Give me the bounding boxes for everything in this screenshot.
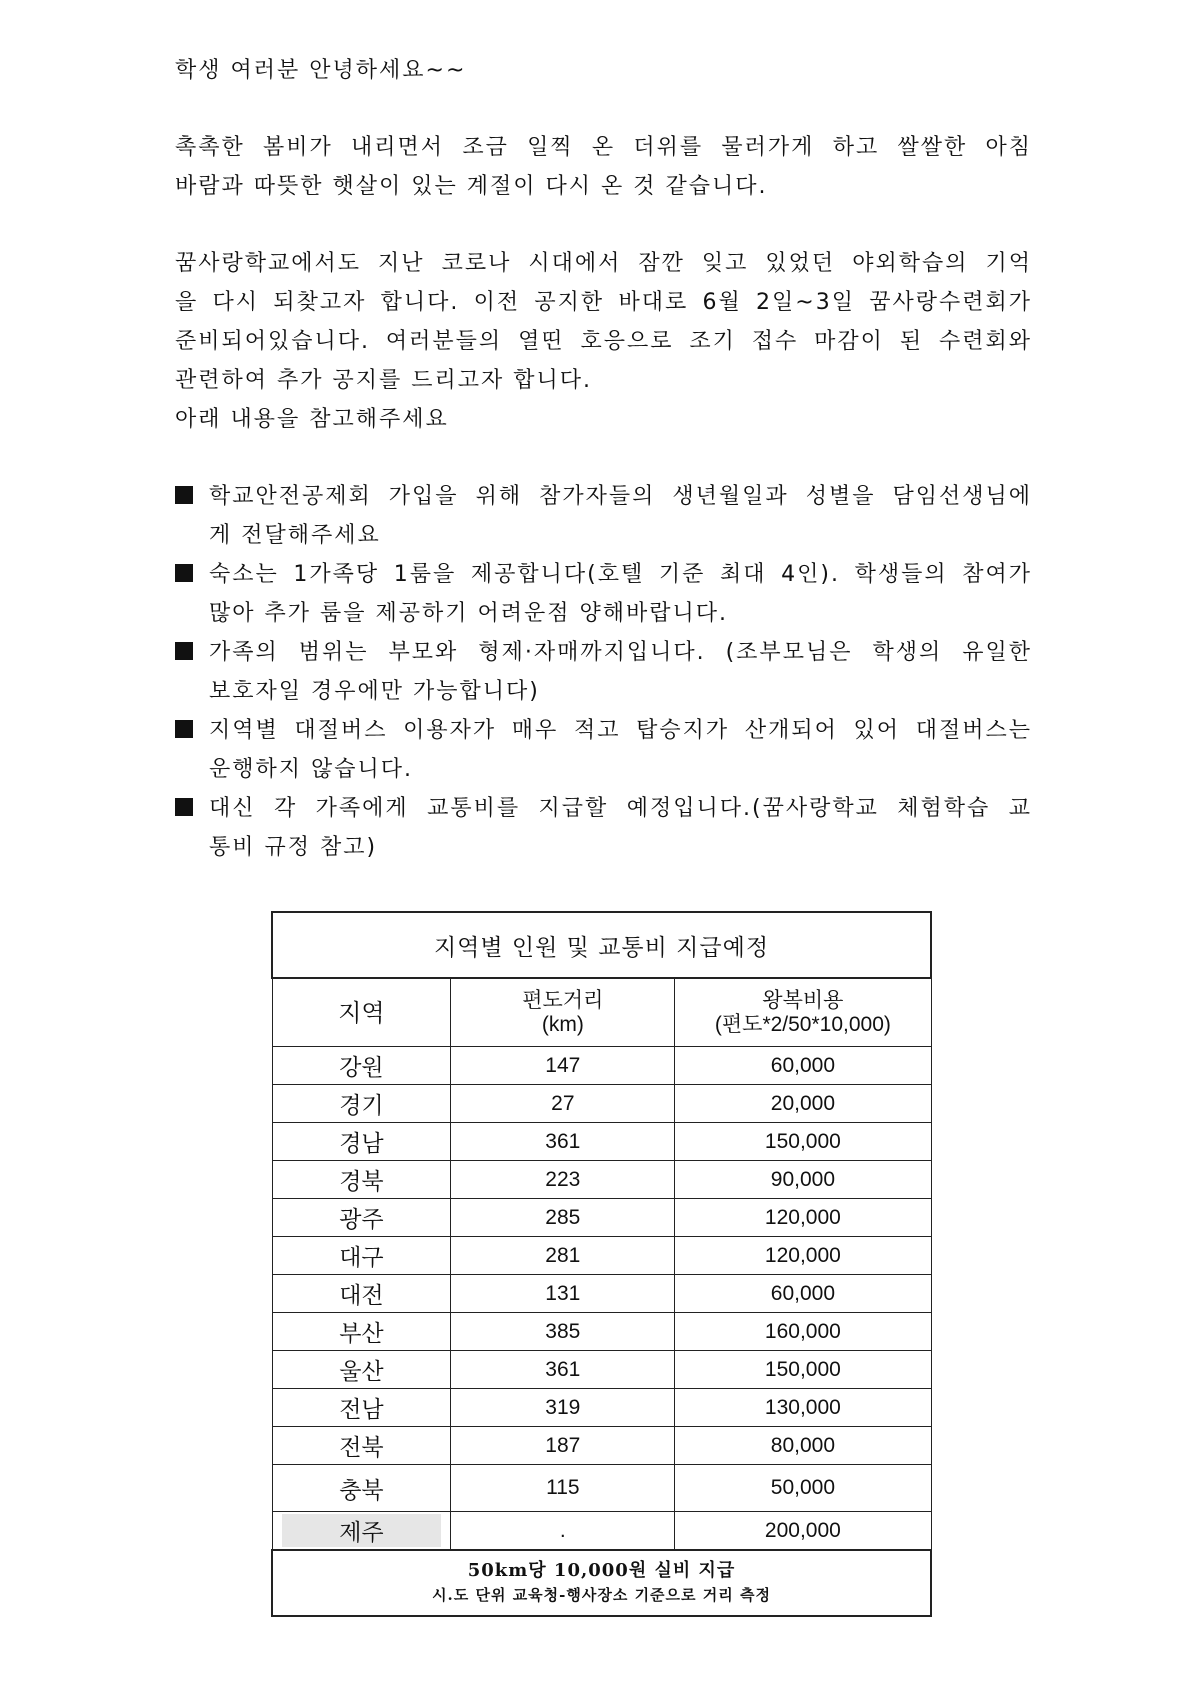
region-cell-jeju bbox=[272, 1512, 451, 1551]
distance-cell: 131 bbox=[451, 1275, 675, 1313]
footer-rate-note: 50km당 10,000원 실비 지급 bbox=[467, 1560, 736, 1581]
table-row bbox=[272, 1313, 931, 1351]
table-row bbox=[272, 1047, 931, 1085]
table-row bbox=[272, 1199, 931, 1237]
table-row bbox=[272, 1237, 931, 1275]
notice-line: 통비 규정 참고) bbox=[209, 835, 378, 860]
table-row bbox=[272, 1351, 931, 1389]
fare-table bbox=[271, 911, 932, 1617]
region-cell: 전남 bbox=[272, 1389, 451, 1427]
greeting-line: 학생 여러분 안녕하세요~~ bbox=[175, 58, 467, 83]
table-row bbox=[272, 1389, 931, 1427]
region-cell: 경남 bbox=[272, 1123, 451, 1161]
table-row bbox=[272, 1123, 931, 1161]
notice-line: 학교안전공제회 가입을 위해 참가자들의 생년월일과 성별을 담임선생님에 bbox=[209, 484, 1032, 509]
notice-line: 가족의 범위는 부모와 형제·자매까지입니다. (조부모님은 학생의 유일한 bbox=[209, 640, 1032, 665]
notice-line: 숙소는 1가족당 1룸을 제공합니다(호텔 기준 최대 4인). 학생들의 참여가 bbox=[209, 562, 1032, 587]
notice-line: 많아 추가 룸을 제공하기 어려운점 양해바랍니다. bbox=[209, 601, 729, 626]
notice-line: 게 전달해주세요 bbox=[209, 523, 381, 548]
notice-line: 운행하지 않습니다. bbox=[209, 757, 414, 782]
notice-item bbox=[175, 555, 1032, 633]
distance-cell: 27 bbox=[451, 1085, 675, 1123]
region-cell: 광주 bbox=[272, 1199, 451, 1237]
header-distance bbox=[451, 978, 675, 1047]
distance-cell: 361 bbox=[451, 1351, 675, 1389]
cost-cell: 80,000 bbox=[675, 1427, 931, 1465]
region-cell: 부산 bbox=[272, 1313, 451, 1351]
square-bullet-icon bbox=[175, 486, 193, 504]
region-cell: 경북 bbox=[272, 1161, 451, 1199]
closing-line: 아래 내용을 참고해주세요 bbox=[175, 407, 449, 432]
notice-item bbox=[175, 633, 1032, 711]
cost-cell: 120,000 bbox=[675, 1237, 931, 1275]
header-cost bbox=[675, 978, 931, 1047]
header-cost-label: 왕복비용 bbox=[762, 988, 844, 1012]
distance-cell: 361 bbox=[451, 1123, 675, 1161]
cost-cell: 150,000 bbox=[675, 1351, 931, 1389]
table-row bbox=[272, 1161, 931, 1199]
paragraph-line: 관련하여 추가 공지를 드리고자 합니다. bbox=[175, 368, 592, 393]
region-cell: 울산 bbox=[272, 1351, 451, 1389]
cost-cell: 200,000 bbox=[675, 1512, 931, 1551]
region-cell: 경기 bbox=[272, 1085, 451, 1123]
notice-item bbox=[175, 477, 1032, 555]
paragraph-line: 준비되어있습니다. 여러분들의 열띤 호응으로 조기 접수 마감이 된 수련회와 bbox=[175, 329, 1032, 354]
table-row bbox=[272, 1512, 931, 1551]
paragraph-line: 을 다시 되찾고자 합니다. 이전 공지한 바대로 6월 2일~3일 꿈사랑수련회가 bbox=[175, 290, 1032, 315]
region-cell: 대전 bbox=[272, 1275, 451, 1313]
square-bullet-icon bbox=[175, 642, 193, 660]
header-cost-formula: (편도*2/50*10,000) bbox=[714, 1012, 891, 1036]
paragraph-retreat bbox=[175, 244, 1032, 439]
cost-cell: 120,000 bbox=[675, 1199, 931, 1237]
region-cell: 대구 bbox=[272, 1237, 451, 1275]
region-cell: 강원 bbox=[272, 1047, 451, 1085]
cost-cell: 130,000 bbox=[675, 1389, 931, 1427]
footer-measure-note: 시.도 단위 교육청-행사장소 기준으로 거리 측정 bbox=[432, 1586, 771, 1604]
distance-cell: 281 bbox=[451, 1237, 675, 1275]
cost-cell: 20,000 bbox=[675, 1085, 931, 1123]
square-bullet-icon bbox=[175, 564, 193, 582]
header-distance-unit: (km) bbox=[541, 1012, 584, 1036]
distance-cell: 223 bbox=[451, 1161, 675, 1199]
cost-cell: 90,000 bbox=[675, 1161, 931, 1199]
cost-cell: 60,000 bbox=[675, 1275, 931, 1313]
table-title: 지역별 인원 및 교통비 지급예정 bbox=[272, 912, 931, 978]
cost-cell: 160,000 bbox=[675, 1313, 931, 1351]
table-row bbox=[272, 1275, 931, 1313]
header-distance-label: 편도거리 bbox=[522, 988, 604, 1012]
square-bullet-icon bbox=[175, 798, 193, 816]
paragraph-line: 촉촉한 봄비가 내리면서 조금 일찍 온 더위를 물러가게 하고 쌀쌀한 아침 bbox=[175, 135, 1032, 160]
distance-cell: 385 bbox=[451, 1313, 675, 1351]
square-bullet-icon bbox=[175, 720, 193, 738]
notice-line: 지역별 대절버스 이용자가 매우 적고 탑승지가 산개되어 있어 대절버스는 bbox=[209, 718, 1032, 743]
greeting bbox=[175, 51, 1032, 90]
table-row bbox=[272, 1465, 931, 1512]
distance-cell: 147 bbox=[451, 1047, 675, 1085]
region-cell: 충북 bbox=[272, 1465, 451, 1512]
cost-cell: 50,000 bbox=[675, 1465, 931, 1512]
distance-cell: . bbox=[451, 1512, 675, 1551]
distance-cell: 285 bbox=[451, 1199, 675, 1237]
region-cell: 전북 bbox=[272, 1427, 451, 1465]
table-row bbox=[272, 1427, 931, 1465]
table-footer bbox=[272, 1550, 931, 1616]
distance-cell: 319 bbox=[451, 1389, 675, 1427]
notice-line: 대신 각 가족에게 교통비를 지급할 예정입니다.(꿈사랑학교 체험학습 교 bbox=[209, 796, 1032, 821]
cost-cell: 150,000 bbox=[675, 1123, 931, 1161]
cost-cell: 60,000 bbox=[675, 1047, 931, 1085]
notice-item bbox=[175, 711, 1032, 789]
distance-cell: 115 bbox=[451, 1465, 675, 1512]
region-label-highlighted: 제주 bbox=[282, 1514, 441, 1547]
header-region: 지역 bbox=[272, 978, 451, 1047]
notice-item bbox=[175, 789, 1032, 867]
distance-cell: 187 bbox=[451, 1427, 675, 1465]
table-row bbox=[272, 1085, 931, 1123]
paragraph-line: 바람과 따뜻한 햇살이 있는 계절이 다시 온 것 같습니다. bbox=[175, 174, 768, 199]
notice-line: 보호자일 경우에만 가능합니다) bbox=[209, 679, 540, 704]
paragraph-line: 꿈사랑학교에서도 지난 코로나 시대에서 잠깐 잊고 있었던 야외학습의 기억 bbox=[175, 251, 1032, 276]
paragraph-weather bbox=[175, 128, 1032, 206]
